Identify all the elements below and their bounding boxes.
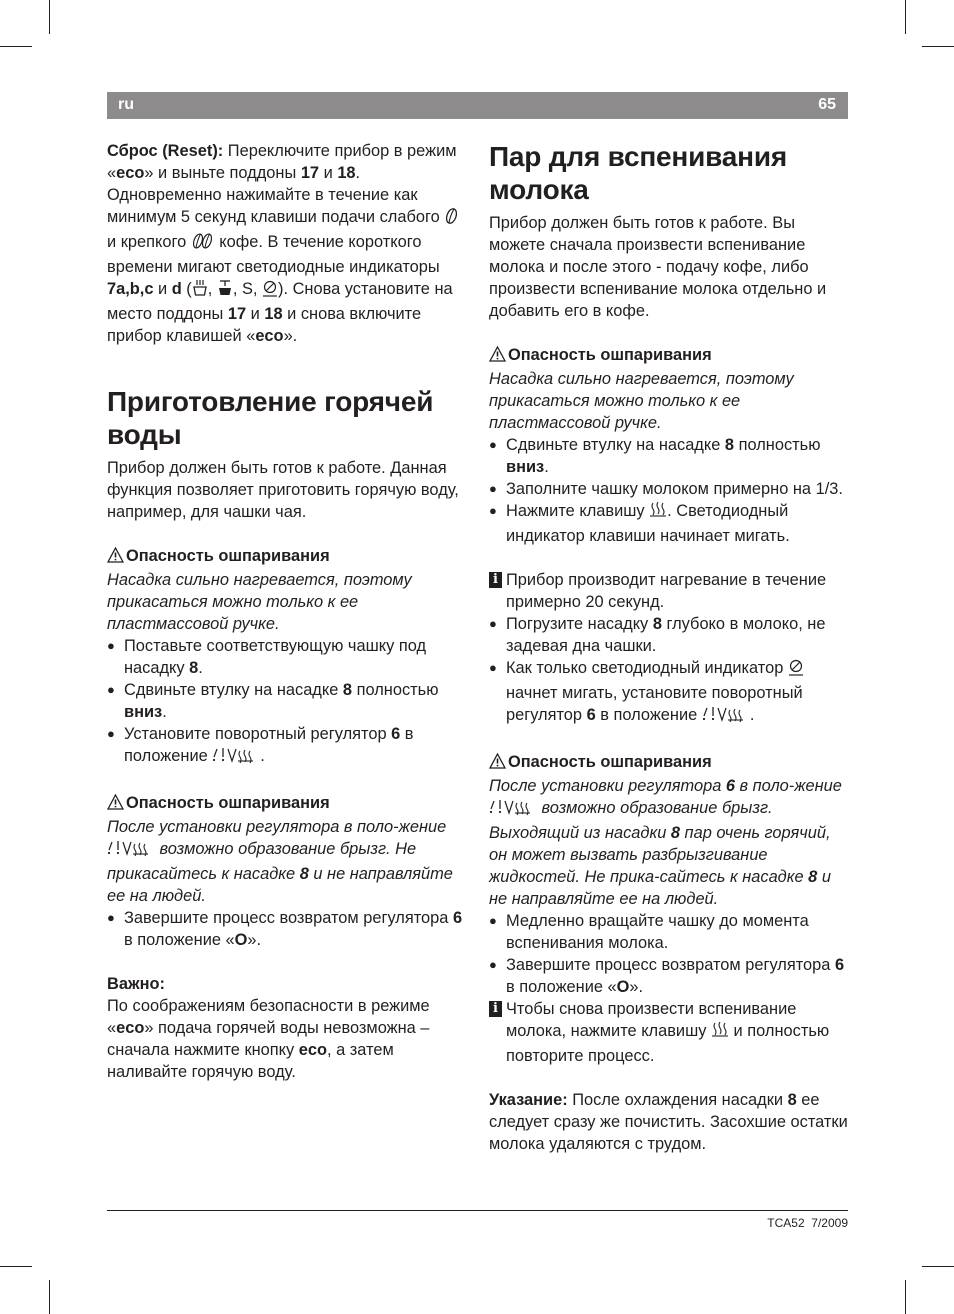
reset-label: Сброс (Reset): (107, 142, 224, 160)
edition-date: 7/2009 (811, 1216, 848, 1230)
right-column (489, 140, 851, 1155)
milk-froth-intro: Прибор должен быть готов к работе. Вы можете сначала произвести вспенивание молока и после этого - подачу кофе, либо произвести вспенивание молока отдельно и добавить его в кофе. (489, 214, 827, 320)
hot-water-intro: Прибор должен быть готов к работе. Данная функция позволяет приготовить горячую воду, например, для чашки чая. (107, 459, 459, 521)
warning-text: После установки регулятора в поло-жение возможно образование брызг. Не прикасайтесь к насадке 8 и не направляйте ее на людей. (107, 818, 453, 905)
crop-mark (905, 0, 906, 34)
crop-mark (0, 46, 32, 47)
warning-heading: Опасность ошпаривания (107, 545, 465, 569)
crop-mark (922, 46, 954, 47)
hot-water-steam-position-icon (489, 798, 537, 822)
crop-mark (922, 1266, 954, 1267)
crop-mark (49, 1280, 50, 1314)
warning-heading: Опасность ошпаривания (107, 792, 465, 816)
descale-icon (217, 279, 233, 303)
strong-coffee-beans-icon (191, 232, 215, 256)
warning-heading: Опасность ошпаривания (489, 344, 851, 368)
left-column (107, 140, 465, 1083)
list-item: ● Завершите процесс возвратом регулятора 6 в положение «O». (107, 907, 465, 951)
list-item: ● Заполните чашку молоком примерно на 1/3. (489, 478, 851, 500)
crop-mark (0, 1266, 32, 1267)
list-item: ● Установите поворотный регулятор 6 в положение . (107, 723, 465, 770)
warning-text: После установки регулятора 6 в поло-жение возможно образование брызг. Выходящий из насадки 8 пар очень горячий, он может вызвать разбрызгивание жидкостей. Не прика-сайтесь к насадке 8 и не направляйте ее на людей. (489, 777, 842, 908)
warning-triangle-icon (107, 794, 124, 816)
footer (767, 1216, 848, 1230)
clean-icon (262, 279, 278, 303)
list-item: ● Завершите процесс возвратом регулятора 6 в положение «O». (489, 954, 851, 998)
list-item: ● Нажмите клавишу . Светодиодный индикатор клавиши начинает мигать. (489, 500, 851, 547)
mild-coffee-bean-icon (444, 207, 459, 231)
header-bar (107, 92, 848, 119)
warning-triangle-icon (489, 346, 506, 368)
note-paragraph: Указание: После охлаждения насадки 8 ее следует сразу же почистить. Засохшие остатки молока удаляются с трудом. (489, 1091, 848, 1153)
info-note: i Чтобы снова произвести вспенивание молока, нажмите клавишу и полностью повторите процесс. (489, 998, 851, 1067)
section-title-milk-froth: Пар для вспенивания молока (489, 141, 788, 205)
steam-icon (649, 501, 667, 525)
s-symbol: S (241, 280, 253, 298)
warning-triangle-icon (107, 547, 124, 569)
info-box-icon: i (489, 1001, 502, 1017)
list-item: ● Сдвиньте втулку на насадке 8 полностью вниз. (489, 434, 851, 478)
page-number: 65 (818, 96, 836, 113)
steps-list (107, 635, 465, 770)
crop-mark (49, 0, 50, 34)
steam-icon (711, 1021, 729, 1045)
hot-water-icon (192, 279, 208, 303)
steps-list (489, 613, 851, 729)
section-title-hot-water: Приготовление горячей воды (107, 386, 434, 450)
warning-text: Насадка сильно нагревается, поэтому прикасаться можно только к ее пластмассовой ручке. (489, 370, 794, 432)
list-item: ● Сдвиньте втулку на насадке 8 полностью вниз. (107, 679, 465, 723)
warning-text: Насадка сильно нагревается, поэтому прикасаться можно только к ее пластмассовой ручке. (107, 571, 412, 633)
info-box-icon: i (489, 572, 502, 588)
crop-mark (905, 1280, 906, 1314)
hot-water-steam-position-icon (702, 705, 750, 729)
warning-triangle-icon (489, 753, 506, 775)
steps-list (107, 907, 465, 951)
important-text: По соображениям безопасности в режиме «eco» подача горячей воды невозможна – сначала нажмите кнопку eco, а затем наливайте горячую воду. (107, 997, 430, 1081)
hot-water-steam-position-icon (212, 746, 260, 770)
language-code: ru (118, 96, 134, 113)
list-item: ● Поставьте соответствующую чашку под насадку 8. (107, 635, 465, 679)
model-code: TCA52 (767, 1216, 805, 1230)
list-item: ● Медленно вращайте чашку до момента вспенивания молока. (489, 910, 851, 954)
info-note: i Прибор производит нагревание в течение примерно 20 секунд. (489, 569, 851, 613)
list-item: ● Погрузите насадку 8 глубоко в молоко, не задевая дна чашки. (489, 613, 851, 657)
list-item: ● Как только светодиодный индикатор начнет мигать, установите поворотный регулятор 6 в положение . (489, 657, 851, 729)
footer-rule (107, 1210, 848, 1211)
reset-paragraph: Сброс (Reset): Переключите прибор в режим «eco» и выньте поддоны 17 и 18. Одновременно нажимайте в течение как минимум 5 секунд клавиши подачи слабого и крепкого кофе. В течение короткого времени мигают светодиодные индикаторы 7a,b,c и d ( , , S, ). Снова установите на место поддоны 17 и 18 и снова включите прибор клавишей «eco». (107, 140, 465, 347)
steps-list (489, 910, 851, 998)
clean-icon (788, 658, 804, 682)
warning-heading: Опасность ошпаривания (489, 751, 851, 775)
hot-water-steam-position-icon (107, 839, 155, 863)
important-heading: Важно: (107, 975, 165, 993)
steps-list (489, 434, 851, 547)
